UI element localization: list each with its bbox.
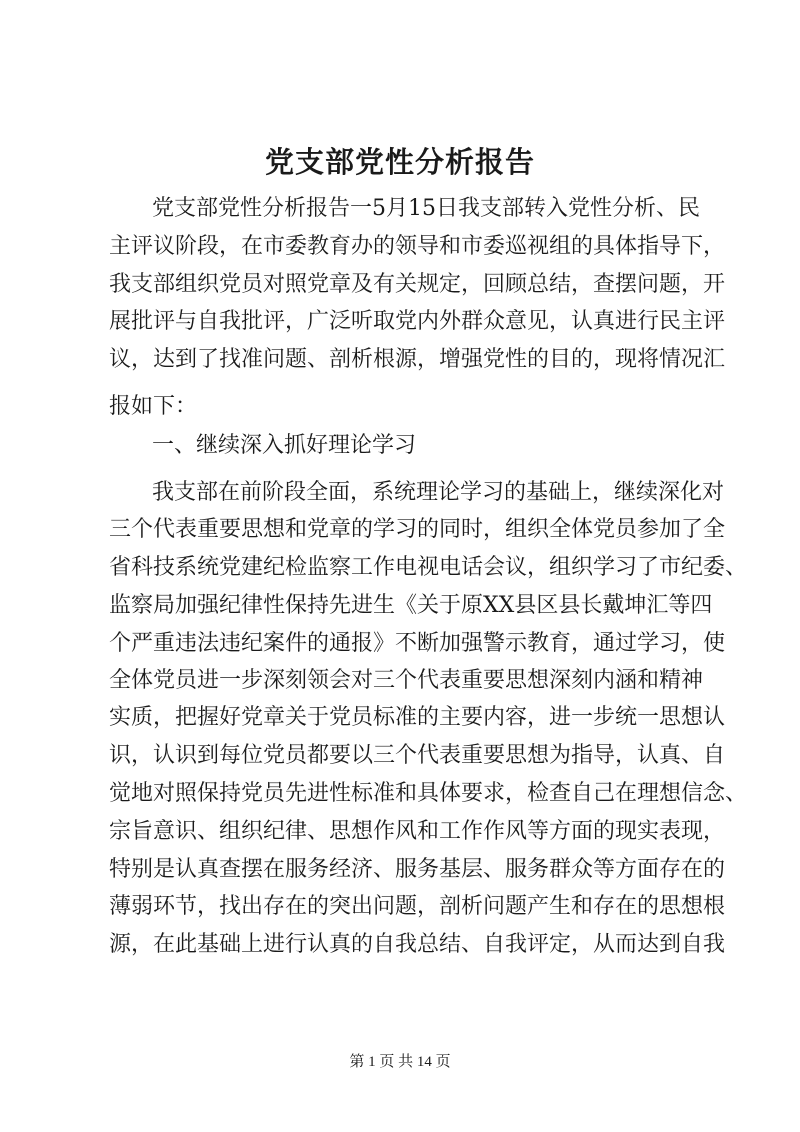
section-heading: 一、继续深入抓好理论学习 — [152, 433, 417, 458]
paragraph-line: 源，在此基础上进行认真的自我总结、自我评定，从而达到自我 — [109, 932, 726, 957]
paragraph-line: 省科技系统党建纪检监察工作电视电话会议，组织学习了市纪委、 — [109, 555, 748, 580]
paragraph-line: 觉地对照保持党员先进性标准和具体要求，检查自己在理想信念、 — [109, 781, 748, 806]
paragraph-line: 个严重违法违纪案件的通报》不断加强警示教育，通过学习，使 — [109, 631, 726, 656]
paragraph-line: 报如下： — [109, 394, 198, 419]
paragraph-line: 特别是认真查摆在服务经济、服务基层、服务群众等方面存在的 — [109, 857, 726, 882]
paragraph-line: 薄弱环节，找出存在的突出问题，剖析问题产生和存在的思想根 — [109, 894, 726, 919]
document-title: 党支部党性分析报告 — [264, 145, 535, 179]
paragraph-line: 监察局加强纪律性保持先进生《关于原XX县区县长戴坤汇等四 — [109, 593, 713, 618]
paragraph-line: 党支部党性分析报告一5月15日我支部转入党性分析、民 — [152, 196, 700, 221]
paragraph-line: 我支部组织党员对照党章及有关规定，回顾总结，查摆问题，开 — [109, 272, 726, 297]
paragraph-line: 宗旨意识、组织纪律、思想作风和工作作风等方面的现实表现， — [109, 819, 726, 844]
paragraph-line: 展批评与自我批评，广泛听取党内外群众意见，认真进行民主评 — [109, 309, 726, 334]
paragraph-line: 主评议阶段，在市委教育办的领导和市委巡视组的具体指导下， — [109, 234, 726, 259]
paragraph-line: 三个代表重要思想和党章的学习的同时，组织全体党员参加了全 — [109, 517, 726, 542]
paragraph-line: 识，认识到每位党员都要以三个代表重要思想为指导，认真、自 — [109, 743, 726, 768]
paragraph-line: 我支部在前阶段全面，系统理论学习的基础上，继续深化对 — [152, 480, 725, 505]
paragraph-line: 议，达到了找准问题、剖析根源，增强党性的目的，现将情况汇 — [109, 347, 726, 372]
page-number-footer: 第 1 页 共 14 页 — [349, 1054, 451, 1070]
paragraph-line: 全体党员进一步深刻领会对三个代表重要思想深刻内涵和精神 — [109, 668, 704, 693]
paragraph-line: 实质，把握好党章关于党员标准的主要内容，进一步统一思想认 — [109, 705, 726, 730]
